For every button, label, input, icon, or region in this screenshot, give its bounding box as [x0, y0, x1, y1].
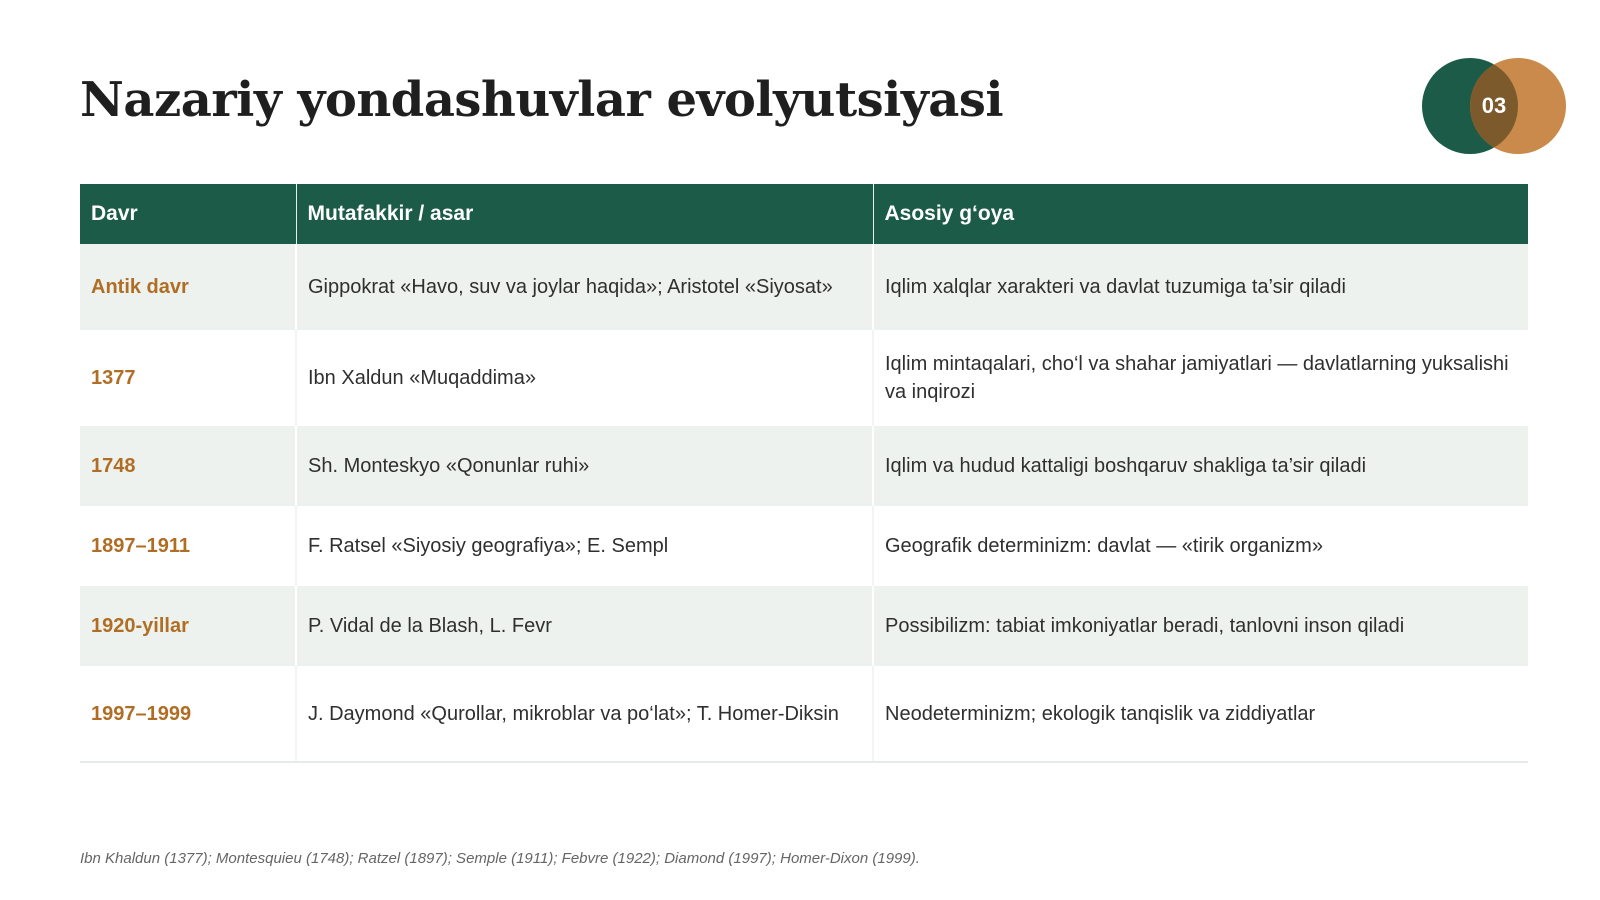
idea-cell: Iqlim mintaqalari, cho‘l va shahar jamiyatlari — davlatlarning yuksalishi va inqirozi [873, 330, 1528, 426]
thinker-cell: J. Daymond «Qurollar, mikroblar va po‘lat»; T. Homer-Diksin [296, 666, 873, 762]
column-header-thinker: Mutafakkir / asar [296, 184, 873, 244]
table-header [80, 184, 1528, 244]
idea-cell: Neodeterminizm; ekologik tanqislik va ziddiyatlar [873, 666, 1528, 762]
thinker-cell: F. Ratsel «Siyosiy geografiya»; E. Sempl [296, 506, 873, 586]
references-footnote: Ibn Khaldun (1377); Montesquieu (1748); Ratzel (1897); Semple (1911); Febvre (1922); Diamond (1997); Homer-Dixon (1999). [80, 850, 920, 867]
table-body [80, 244, 1528, 762]
table-row [80, 426, 1528, 506]
idea-cell: Iqlim va hudud kattaligi boshqaruv shakliga ta’sir qiladi [873, 426, 1528, 506]
period-cell: 1748 [80, 426, 296, 506]
table-row [80, 666, 1528, 762]
theories-table-container [80, 184, 1528, 763]
page-title: Nazariy yondashuvlar evolyutsiyasi [80, 72, 1004, 128]
period-cell: 1377 [80, 330, 296, 426]
period-cell: 1997–1999 [80, 666, 296, 762]
table-row [80, 506, 1528, 586]
idea-cell: Geografik determinizm: davlat — «tirik organizm» [873, 506, 1528, 586]
section-number-badge [1422, 56, 1570, 156]
period-cell: 1920-yillar [80, 586, 296, 666]
section-number: 03 [1481, 93, 1507, 118]
thinker-cell: P. Vidal de la Blash, L. Fevr [296, 586, 873, 666]
thinker-cell: Ibn Xaldun «Muqaddima» [296, 330, 873, 426]
period-cell: 1897–1911 [80, 506, 296, 586]
idea-cell: Possibilizm: tabiat imkoniyatlar beradi, tanlovni inson qiladi [873, 586, 1528, 666]
idea-cell: Iqlim xalqlar xarakteri va davlat tuzumiga ta’sir qiladi [873, 244, 1528, 330]
table-row [80, 586, 1528, 666]
table-row [80, 330, 1528, 426]
thinker-cell: Gippokrat «Havo, suv va joylar haqida»; Aristotel «Siyosat» [296, 244, 873, 330]
thinker-cell: Sh. Monteskyo «Qonunlar ruhi» [296, 426, 873, 506]
column-header-idea: Asosiy g‘oya [873, 184, 1528, 244]
table-row [80, 244, 1528, 330]
theories-table [80, 184, 1528, 763]
period-cell: Antik davr [80, 244, 296, 330]
table-header-row [80, 184, 1528, 244]
column-header-period: Davr [80, 184, 296, 244]
